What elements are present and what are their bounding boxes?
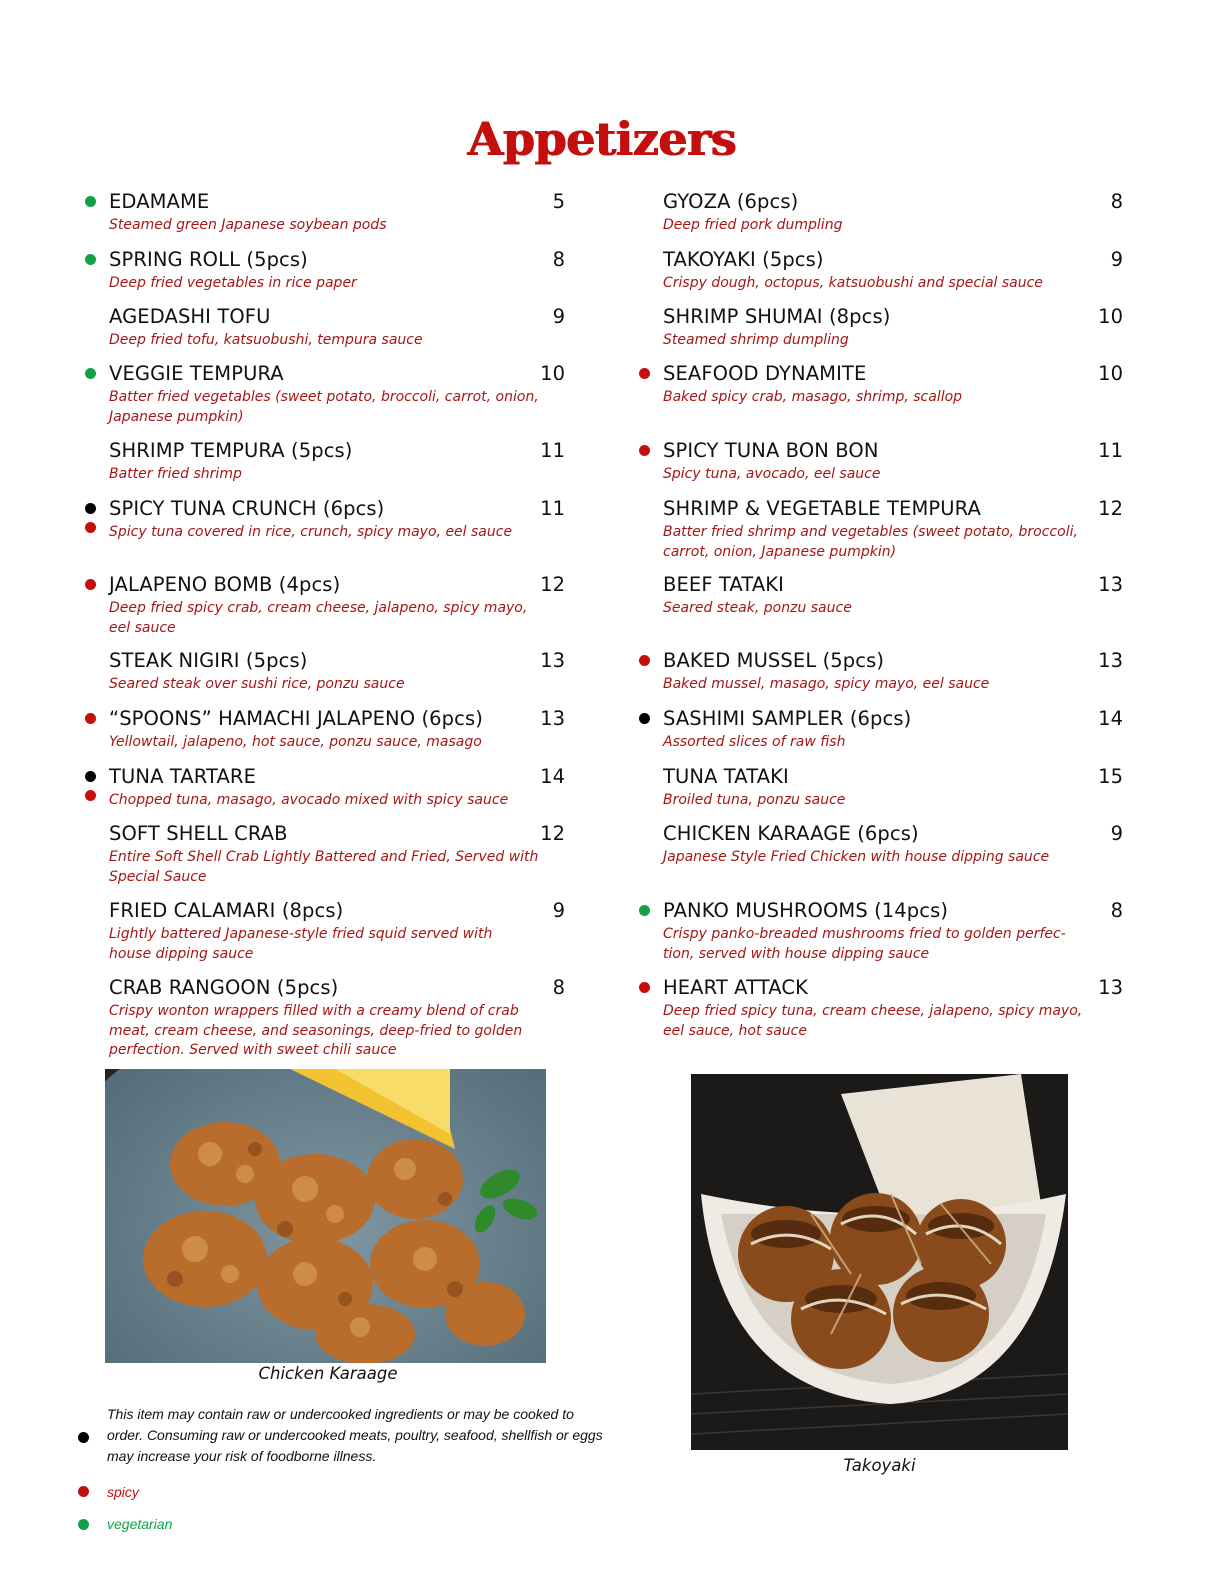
menu-item-price: 5 bbox=[552, 190, 565, 213]
menu-item-name: TUNA TARTARE bbox=[109, 765, 256, 788]
menu-item-price: 14 bbox=[540, 765, 565, 788]
menu-item-description: Entire Soft Shell Crab Lightly Battered and Fried, Served with Special Sauce bbox=[109, 849, 539, 885]
raw-item-marker bbox=[639, 713, 650, 724]
dietary-markers bbox=[639, 368, 650, 379]
raw-item-marker bbox=[85, 503, 96, 514]
dietary-markers bbox=[85, 196, 96, 207]
spicy-marker bbox=[85, 579, 96, 590]
menu-item-name: AGEDASHI TOFU bbox=[109, 305, 271, 328]
menu-item-name: CHICKEN KARAAGE (6pcs) bbox=[663, 822, 919, 845]
menu-item-description: Crispy wonton wrappers filled with a creamy blend of crab meat, cream cheese, and seasonings, deep-fried to golden perfection. Served with sweet chili sauce bbox=[109, 1003, 523, 1058]
menu-item-name: SPICY TUNA CRUNCH (6pcs) bbox=[109, 497, 385, 520]
menu-item-description: Japanese Style Fried Chicken with house dipping sauce bbox=[663, 849, 1050, 865]
menu-item-description: Assorted slices of raw fish bbox=[663, 734, 846, 750]
menu-item-name: SHRIMP SHUMAI (8pcs) bbox=[663, 305, 891, 328]
page-title: Appetizers bbox=[467, 112, 737, 166]
menu-item-price: 13 bbox=[1098, 976, 1123, 999]
spicy-legend-label: spicy bbox=[107, 1484, 139, 1500]
menu-item-price: 12 bbox=[540, 822, 565, 845]
menu-item-description: Deep fried spicy tuna, cream cheese, jalapeno, spicy mayo, eel sauce, hot sauce bbox=[663, 1003, 1083, 1039]
menu-item-name: SHRIMP & VEGETABLE TEMPURA bbox=[663, 497, 981, 520]
menu-item-name: BEEF TATAKI bbox=[663, 573, 785, 596]
menu-item-price: 8 bbox=[552, 248, 565, 271]
menu-item-price: 9 bbox=[552, 305, 565, 328]
menu-item-name: SHRIMP TEMPURA (5pcs) bbox=[109, 439, 353, 462]
dietary-markers bbox=[639, 713, 650, 724]
menu-item-name: TUNA TATAKI bbox=[663, 765, 789, 788]
vegetarian-marker bbox=[639, 905, 650, 916]
menu-item-price: 8 bbox=[1110, 190, 1123, 213]
menu-item-description: Broiled tuna, ponzu sauce bbox=[663, 792, 846, 808]
dietary-markers bbox=[85, 771, 96, 801]
menu-item-price: 13 bbox=[540, 649, 565, 672]
menu-item-price: 13 bbox=[540, 707, 565, 730]
menu-item-description: Baked spicy crab, masago, shrimp, scallop bbox=[663, 389, 963, 405]
menu-item-name: SOFT SHELL CRAB bbox=[109, 822, 288, 845]
spicy-marker bbox=[85, 790, 96, 801]
menu-item-price: 10 bbox=[540, 362, 565, 385]
menu-item-price: 8 bbox=[552, 976, 565, 999]
menu-item-description: Spicy tuna, avocado, eel sauce bbox=[663, 466, 881, 482]
spicy-marker bbox=[85, 522, 96, 533]
raw-item-marker bbox=[78, 1432, 89, 1443]
dietary-markers bbox=[85, 579, 96, 590]
menu-item-price: 11 bbox=[540, 497, 565, 520]
menu-item-name: SEAFOOD DYNAMITE bbox=[663, 362, 867, 385]
raw-food-disclaimer: This item may contain raw or undercooked ingredients or may be cooked to order. Consuming raw or undercooked meats, poultry, seafood, shellfish or eggs may increase your risk of foodborne illness. bbox=[107, 1406, 603, 1464]
menu-item-description: Deep fried pork dumpling bbox=[663, 217, 843, 233]
menu-item-name: BAKED MUSSEL (5pcs) bbox=[663, 649, 885, 672]
menu-item-name: PANKO MUSHROOMS (14pcs) bbox=[663, 899, 949, 922]
menu-item-name: SPICY TUNA BON BON bbox=[663, 439, 879, 462]
vegetarian-marker bbox=[78, 1519, 89, 1530]
dietary-markers bbox=[639, 905, 650, 916]
menu-item-name: STEAK NIGIRI (5pcs) bbox=[109, 649, 308, 672]
menu-item-price: 9 bbox=[1110, 822, 1123, 845]
menu-item-description: Deep fried spicy crab, cream cheese, jalapeno, spicy mayo, eel sauce bbox=[109, 600, 528, 636]
dietary-markers bbox=[639, 982, 650, 993]
menu-item-description: Deep fried tofu, katsuobushi, tempura sauce bbox=[109, 332, 423, 348]
dietary-markers bbox=[639, 445, 650, 456]
menu-item-description: Crispy dough, octopus, katsuobushi and special sauce bbox=[663, 275, 1043, 291]
spicy-marker bbox=[85, 713, 96, 724]
menu-item-price: 12 bbox=[540, 573, 565, 596]
menu-item-price: 13 bbox=[1098, 649, 1123, 672]
chicken-karaage-photo bbox=[105, 1069, 546, 1363]
spicy-marker bbox=[78, 1486, 89, 1497]
spicy-marker bbox=[639, 982, 650, 993]
menu-item-description: Spicy tuna covered in rice, crunch, spicy mayo, eel sauce bbox=[109, 524, 513, 540]
menu-item-description: Seared steak, ponzu sauce bbox=[663, 600, 852, 616]
menu-item-price: 10 bbox=[1098, 362, 1123, 385]
dietary-markers bbox=[639, 655, 650, 666]
menu-item-description: Chopped tuna, masago, avocado mixed with spicy sauce bbox=[109, 792, 509, 808]
menu-item-price: 12 bbox=[1098, 497, 1123, 520]
menu-item-description: Crispy panko-breaded mushrooms fried to golden perfec-tion, served with house dipping sauce bbox=[663, 926, 1066, 962]
menu-item-name: SASHIMI SAMPLER (6pcs) bbox=[663, 707, 912, 730]
vegetarian-marker bbox=[85, 196, 96, 207]
menu-item-description: Lightly battered Japanese-style fried squid served with house dipping sauce bbox=[109, 926, 493, 962]
menu-item-price: 14 bbox=[1098, 707, 1123, 730]
menu-item-price: 11 bbox=[1098, 439, 1123, 462]
chicken-karaage-caption: Chicken Karaage bbox=[258, 1364, 398, 1383]
menu-item-description: Steamed shrimp dumpling bbox=[663, 332, 849, 348]
menu-item-name: TAKOYAKI (5pcs) bbox=[663, 248, 824, 271]
dietary-markers bbox=[85, 503, 96, 533]
menu-item-description: Deep fried vegetables in rice paper bbox=[109, 275, 357, 291]
menu-item-name: FRIED CALAMARI (8pcs) bbox=[109, 899, 344, 922]
menu-item-price: 11 bbox=[540, 439, 565, 462]
vegetarian-marker bbox=[85, 254, 96, 265]
menu-item-description: Batter fried vegetables (sweet potato, broccoli, carrot, onion, Japanese pumpkin) bbox=[109, 389, 539, 425]
menu-item-price: 9 bbox=[552, 899, 565, 922]
raw-item-marker bbox=[85, 771, 96, 782]
menu-item-name: SPRING ROLL (5pcs) bbox=[109, 248, 308, 271]
spicy-marker bbox=[639, 368, 650, 379]
spicy-marker bbox=[639, 445, 650, 456]
menu-item-description: Baked mussel, masago, spicy mayo, eel sauce bbox=[663, 676, 990, 692]
menu-item-name: EDAMAME bbox=[109, 190, 210, 213]
menu-item-name: CRAB RANGOON (5pcs) bbox=[109, 976, 339, 999]
menu-item-name: “SPOONS” HAMACHI JALAPENO (6pcs) bbox=[109, 707, 483, 730]
menu-item-name: GYOZA (6pcs) bbox=[663, 190, 799, 213]
menu-item-price: 10 bbox=[1098, 305, 1123, 328]
menu-item-price: 15 bbox=[1098, 765, 1123, 788]
menu-item-description: Yellowtail, jalapeno, hot sauce, ponzu sauce, masago bbox=[109, 734, 482, 750]
dietary-markers bbox=[85, 368, 96, 379]
spicy-marker bbox=[639, 655, 650, 666]
menu-item-description: Seared steak over sushi rice, ponzu sauce bbox=[109, 676, 405, 692]
menu-item-name: JALAPENO BOMB (4pcs) bbox=[109, 573, 341, 596]
menu-item-price: 9 bbox=[1110, 248, 1123, 271]
dietary-markers bbox=[85, 254, 96, 265]
menu-item-price: 13 bbox=[1098, 573, 1123, 596]
menu-item-name: HEART ATTACK bbox=[663, 976, 808, 999]
menu-item-description: Steamed green Japanese soybean pods bbox=[109, 217, 387, 233]
menu-item-name: VEGGIE TEMPURA bbox=[109, 362, 284, 385]
dietary-markers bbox=[85, 713, 96, 724]
menu-item-price: 8 bbox=[1110, 899, 1123, 922]
takoyaki-caption: Takoyaki bbox=[843, 1456, 916, 1475]
takoyaki-photo bbox=[691, 1074, 1068, 1450]
menu-item-description: Batter fried shrimp bbox=[109, 466, 242, 482]
menu-item-description: Batter fried shrimp and vegetables (sweet potato, broccoli, carrot, onion, Japanese pumpkin) bbox=[663, 524, 1078, 560]
vegetarian-marker bbox=[85, 368, 96, 379]
vegetarian-legend-label: vegetarian bbox=[107, 1516, 173, 1532]
